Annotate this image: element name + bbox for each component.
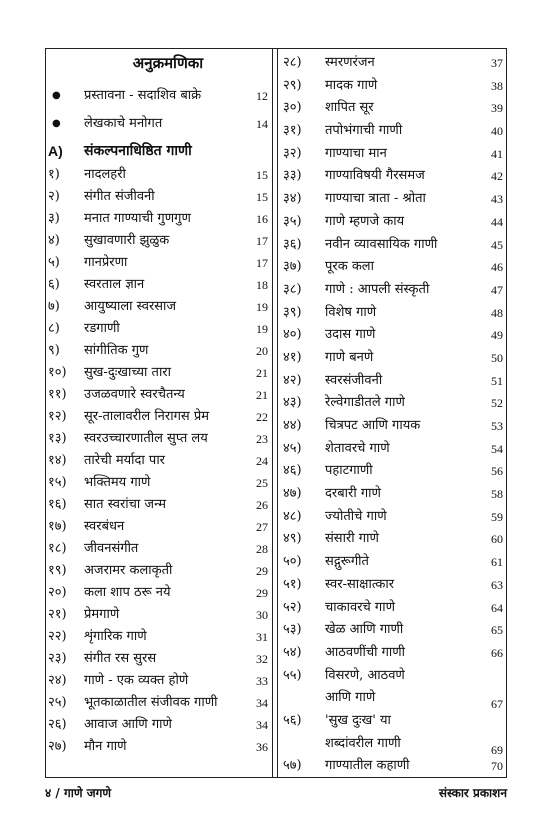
toc-entry [283, 438, 503, 461]
toc-entry [48, 670, 268, 692]
entry-page: 34 [256, 696, 268, 710]
entry-number: ४३) [283, 395, 302, 411]
entry-title: मौन गाणे [84, 739, 127, 754]
entry-page: 14 [256, 117, 268, 131]
entry-number: २९) [283, 77, 302, 93]
toc-entry [48, 208, 268, 230]
entry-title: रडगाणी [84, 321, 120, 336]
entry-page: 42 [491, 169, 503, 184]
entry-number: ४१) [283, 349, 302, 365]
entry-title: लेखकाचे मनोगत [84, 116, 163, 131]
entry-title: विशेष गाणे [325, 304, 377, 320]
entry-number: १३) [48, 431, 67, 446]
toc-entry [283, 665, 503, 688]
toc-entry [48, 692, 268, 714]
entry-page: 47 [491, 282, 503, 297]
toc-entry [48, 428, 268, 450]
contents-heading: अनुक्रमणिका [132, 54, 204, 72]
entry-title: नवीन व्यावसायिक गाणी [325, 236, 438, 252]
toc-entry [283, 302, 503, 325]
entry-number: ८) [48, 321, 60, 336]
entry-title: चित्रपट आणि गायक [325, 418, 421, 433]
entry-number: ४२) [283, 372, 302, 388]
toc-entry [283, 324, 503, 347]
entry-page: 29 [256, 586, 268, 600]
entry-page: 23 [256, 432, 268, 446]
entry-page: 50 [491, 350, 503, 365]
entry-title: गाणे : आपली संस्कृती [325, 281, 430, 297]
entry-number: ३) [48, 211, 60, 226]
entry-number: ५) [48, 255, 60, 270]
toc-entry [283, 574, 503, 597]
entry-page: 67 [491, 697, 503, 712]
toc-entry [48, 494, 268, 516]
entry-page: 38 [491, 78, 503, 93]
entry-page: 36 [256, 740, 268, 754]
toc-entry [283, 506, 503, 529]
toc-entry [283, 619, 503, 642]
section-label: A) [48, 143, 63, 159]
entry-title: पूरक कला [325, 259, 374, 275]
entry-number: ३५) [283, 213, 302, 229]
toc-entry [48, 516, 268, 538]
entry-page: 27 [256, 520, 268, 534]
entry-title: गानप्रेरणा [84, 255, 128, 270]
entry-page: 56 [491, 464, 503, 479]
entry-title: आठवणींची गाणी [325, 644, 406, 660]
entry-page: 65 [491, 623, 503, 638]
entry-page: 64 [491, 600, 503, 615]
entry-page: 19 [256, 300, 268, 314]
toc-entry [48, 384, 268, 406]
entry-title: विसरणे, आठवणे [325, 667, 405, 683]
entry-title: सुखावणारी झुळुक [84, 233, 170, 248]
entry-page: 70 [491, 759, 503, 774]
entry-page: 66 [491, 645, 503, 660]
toc-entry [283, 188, 503, 211]
entry-title: स्वर-साक्षात्कार [325, 576, 395, 592]
entry-title: गाणे म्हणजे काय [325, 213, 405, 229]
entry-title: शापित सूर [325, 100, 374, 116]
section-heading [48, 138, 268, 164]
entry-page: 25 [256, 476, 268, 490]
entry-title: स्वरउच्चारणातील सुप्त लय [84, 431, 208, 446]
entry-number: २०) [48, 585, 67, 600]
toc-entry [283, 234, 503, 257]
toc-entry [48, 230, 268, 252]
entry-title: कला शाप ठरू नये [84, 585, 171, 600]
entry-number: ५१) [283, 576, 302, 592]
toc-entry [48, 604, 268, 626]
footer-publisher: संस्कार प्रकाशन [438, 786, 507, 800]
entry-page: 17 [256, 234, 268, 248]
entry-number: ४८) [283, 508, 302, 524]
entry-title: संगीत रस सुरस [84, 651, 157, 666]
entry-title: सूर-तालावरील निरागस प्रेम [84, 409, 209, 424]
entry-number: ३६) [283, 236, 302, 252]
toc-entry [283, 710, 503, 733]
entry-number: ३२) [283, 145, 302, 161]
toc-entry [48, 538, 268, 560]
entry-number: १४) [48, 453, 67, 468]
entry-number: ५६) [283, 712, 302, 728]
entry-page: 21 [256, 366, 268, 380]
entry-number: १५) [48, 475, 67, 490]
toc-entry-continued [283, 687, 503, 710]
entry-page: 12 [256, 89, 268, 103]
toc-entry [48, 648, 268, 670]
toc-entry [283, 642, 503, 665]
toc-entry [283, 597, 503, 620]
bullet-icon: ● [52, 118, 61, 129]
toc-entry [283, 165, 503, 188]
entry-title: अजरामर कलाकृती [84, 563, 173, 578]
entry-number: ४७) [283, 486, 302, 502]
entry-number: ४) [48, 233, 60, 248]
entry-page: 18 [256, 278, 268, 292]
entry-title: प्रेमगाणे [84, 607, 120, 622]
entry-title: गाण्याचा त्राता - श्रोता [325, 191, 426, 207]
entry-page: 69 [491, 742, 503, 757]
toc-entry [48, 714, 268, 736]
entry-page: 32 [256, 652, 268, 666]
entry-page: 58 [491, 487, 503, 502]
entry-page: 54 [491, 441, 503, 456]
toc-entry [48, 736, 268, 758]
column-divider [277, 48, 278, 778]
entry-title: भूतकाळातील संजीवक गाणी [84, 695, 218, 710]
toc-entry [283, 75, 503, 98]
entry-title: खेळ आणि गाणी [325, 622, 404, 638]
entry-page: 29 [256, 564, 268, 578]
entry-number: ६) [48, 277, 60, 292]
entry-title: दरबारी गाणे [325, 486, 381, 502]
toc-entry-continued [283, 733, 503, 756]
entry-number: ५०) [283, 554, 302, 570]
section-title: संकल्पनाधिष्ठित गाणी [84, 143, 192, 159]
entry-page: 45 [491, 237, 503, 252]
entry-page: 24 [256, 454, 268, 468]
entry-title: मादक गाणे [325, 77, 378, 93]
entry-title: उदास गाणे [325, 327, 376, 343]
contents-left-column [48, 52, 268, 758]
toc-entry [283, 528, 503, 551]
entry-page: 26 [256, 498, 268, 512]
entry-title: आवाज आणि गाणे [84, 717, 172, 732]
entry-title: तारेची मर्यादा पार [84, 453, 165, 468]
page-footer [45, 784, 507, 804]
entry-number: ५३) [283, 622, 302, 638]
toc-entry [48, 582, 268, 604]
entry-title: 'सुख दुःख' या [325, 712, 391, 728]
entry-number: १६) [48, 497, 67, 512]
entry-number: ११) [48, 387, 67, 402]
entry-title: प्रस्तावना - सदाशिव बाक्रे [84, 88, 202, 103]
entry-title: सुख-दुःखाच्या तारा [84, 365, 171, 380]
front-item [48, 82, 268, 110]
entry-title: गाणे - एक व्यक्त होणे [84, 673, 189, 688]
entry-page: 59 [491, 509, 503, 524]
toc-entry [48, 472, 268, 494]
entry-number: ५७) [283, 758, 302, 774]
entry-title: गाणे बनणे [325, 349, 374, 365]
footer-page-title: ४ / गाणे जगणे [45, 786, 112, 800]
entry-number: ३४) [283, 191, 302, 207]
entry-number: १०) [48, 365, 67, 380]
entry-number: ४५) [283, 440, 302, 456]
entry-page: 30 [256, 608, 268, 622]
entry-page: 33 [256, 674, 268, 688]
toc-entry [283, 97, 503, 120]
entry-title: सात स्वरांचा जन्म [84, 497, 166, 512]
entry-title: शृंगारिक गाणे [84, 629, 147, 644]
toc-entry [283, 279, 503, 302]
entry-number: ३८) [283, 281, 302, 297]
entry-title: स्मरणरंजन [325, 55, 375, 70]
entry-number: ७) [48, 299, 60, 314]
entry-title: गाण्यातील कहाणी [325, 758, 410, 774]
entry-page: 22 [256, 410, 268, 424]
entry-page: 46 [491, 260, 503, 275]
front-item [48, 110, 268, 138]
entry-number: ४९) [283, 531, 302, 547]
entry-number: १२) [48, 409, 67, 424]
entry-title: चाकावरचे गाणे [325, 599, 395, 615]
entry-number: २६) [48, 717, 67, 732]
entry-title: स्वरबंधन [84, 519, 125, 534]
entry-page: 31 [256, 630, 268, 644]
entry-title: शेतावरचे गाणे [325, 440, 390, 456]
toc-entry [283, 415, 503, 438]
entry-page: 48 [491, 305, 503, 320]
entry-page: 21 [256, 388, 268, 402]
entry-number: ३७) [283, 259, 302, 275]
toc-entry [48, 560, 268, 582]
entry-title: रेल्वेगाडीतले गाणे [325, 395, 405, 411]
entry-title-continued: आणि गाणे [325, 690, 376, 706]
entry-page: 40 [491, 124, 503, 139]
entry-page: 15 [256, 168, 268, 182]
entry-number: ५५) [283, 667, 302, 683]
entry-title: मनात गाण्याची गुणगुण [84, 211, 191, 226]
entry-title: गाण्याविषयी गैरसमज [325, 168, 425, 184]
toc-entry [48, 164, 268, 186]
toc-entry [48, 318, 268, 340]
entry-page: 34 [256, 718, 268, 732]
right-entry-list [283, 52, 503, 778]
entry-title: नादलहरी [84, 167, 126, 182]
entry-title: भक्तिमय गाणे [84, 475, 151, 490]
entry-title: आयुष्याला स्वरसाज [84, 299, 177, 314]
toc-entry [283, 120, 503, 143]
entry-number: ३१) [283, 123, 302, 139]
bullet-icon: ● [52, 90, 61, 101]
entry-title: जीवनसंगीत [84, 541, 139, 556]
entry-title: गाण्याचा मान [325, 145, 387, 161]
entry-title: संगीत संजीवनी [84, 189, 155, 204]
entry-number: २४) [48, 673, 67, 688]
entry-title-continued: शब्दांवरील गाणी [325, 735, 401, 751]
entry-number: २३) [48, 651, 67, 666]
entry-number: ४६) [283, 463, 302, 479]
entry-page: 49 [491, 328, 503, 343]
entry-title: पहाटगाणी [325, 463, 373, 479]
entry-page: 51 [491, 373, 503, 388]
entry-number: १७) [48, 519, 67, 534]
entry-page: 63 [491, 577, 503, 592]
toc-entry [283, 211, 503, 234]
entry-title: ज्योतीचे गाणे [325, 508, 387, 524]
entry-page: 16 [256, 212, 268, 226]
entry-page: 20 [256, 344, 268, 358]
entry-number: १८) [48, 541, 67, 556]
toc-entry [48, 252, 268, 274]
entry-number: २१) [48, 607, 67, 622]
left-entry-list [48, 164, 268, 758]
toc-entry [283, 755, 503, 778]
entry-title: स्वरताल ज्ञान [84, 277, 145, 292]
toc-entry [283, 143, 503, 166]
entry-title: सद्गुरूगीते [325, 554, 369, 570]
entry-number: ९) [48, 343, 60, 358]
toc-entry [283, 370, 503, 393]
toc-entry [48, 362, 268, 384]
entry-page: 52 [491, 396, 503, 411]
entry-page: 19 [256, 322, 268, 336]
entry-number: १) [48, 167, 60, 182]
entry-number: ३०) [283, 100, 302, 116]
entry-title: उजळवणारे स्वरचैतन्य [84, 387, 185, 402]
contents-right-column [283, 52, 503, 778]
entry-page: 28 [256, 542, 268, 556]
entry-number: १९) [48, 563, 67, 578]
toc-entry [283, 483, 503, 506]
entry-title: सांगीतिक गुण [84, 343, 149, 358]
entry-title: संसारी गाणे [325, 531, 379, 547]
entry-number: ३९) [283, 304, 302, 320]
entry-title: स्वरसंजीवनी [325, 372, 383, 388]
entry-title: तपोभंगाची गाणी [325, 123, 403, 139]
toc-entry [48, 274, 268, 296]
toc-entry [283, 256, 503, 279]
entry-number: ४०) [283, 327, 302, 343]
entry-number: २२) [48, 629, 67, 644]
entry-number: ५२) [283, 599, 302, 615]
entry-number: २७) [48, 739, 67, 754]
toc-entry [283, 551, 503, 574]
entry-page: 37 [491, 56, 503, 70]
toc-entry [48, 186, 268, 208]
toc-entry [283, 460, 503, 483]
toc-entry [48, 406, 268, 428]
entry-page: 61 [491, 555, 503, 570]
entry-page: 41 [491, 146, 503, 161]
toc-entry [48, 296, 268, 318]
entry-page: 17 [256, 256, 268, 270]
entry-page: 44 [491, 214, 503, 229]
entry-page: 15 [256, 190, 268, 204]
toc-entry [283, 52, 503, 75]
entry-page: 60 [491, 532, 503, 547]
entry-page: 43 [491, 192, 503, 207]
toc-entry [48, 450, 268, 472]
entry-number: २८) [283, 55, 302, 70]
toc-entry [48, 340, 268, 362]
entry-number: ५४) [283, 644, 302, 660]
toc-entry [283, 392, 503, 415]
entry-page: 53 [491, 419, 503, 433]
toc-entry [283, 347, 503, 370]
column-divider [272, 48, 273, 778]
entry-number: २) [48, 189, 60, 204]
entry-number: २५) [48, 695, 67, 710]
toc-entry [48, 626, 268, 648]
entry-number: ३३) [283, 168, 302, 184]
entry-page: 39 [491, 101, 503, 116]
entry-number: ४४) [283, 418, 302, 433]
